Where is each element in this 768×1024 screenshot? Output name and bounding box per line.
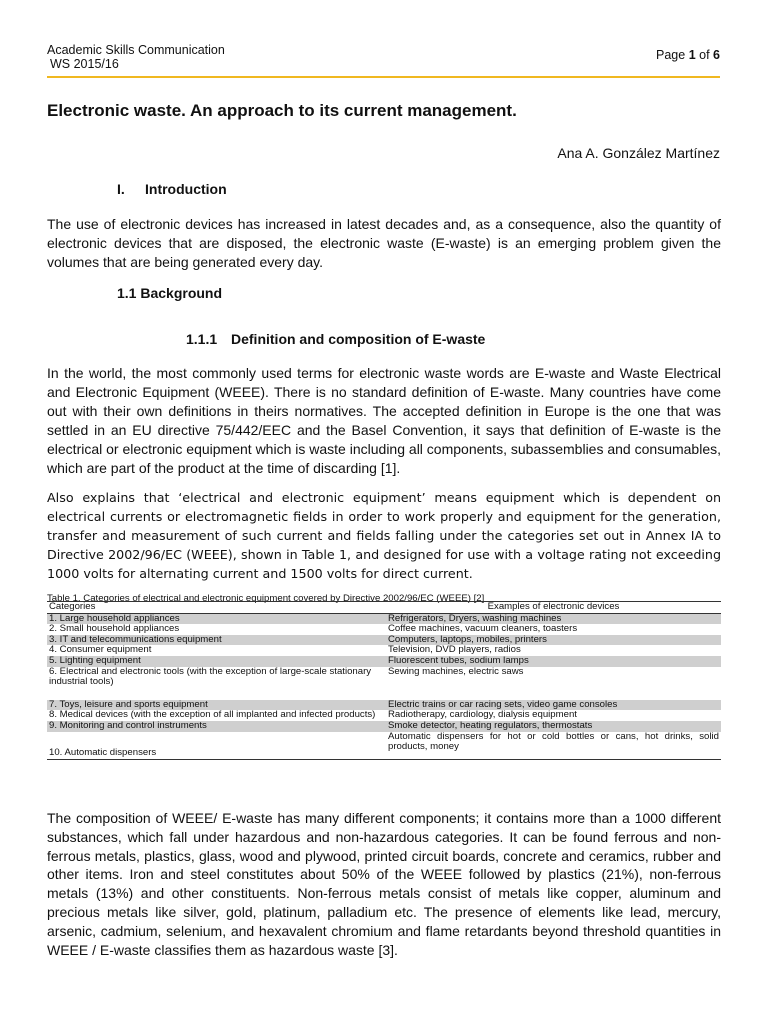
header-term: WS 2015/16 (50, 57, 119, 71)
table-caption: Table 1. Categories of electrical and electronic equipment covered by Directive 2002/96/EC (WEEE) [2] (47, 593, 485, 604)
subsubsection-title: Definition and composition of E-waste (231, 331, 486, 347)
subsection-heading: 1.1 Background (117, 285, 223, 301)
table-header-categories: Categories (47, 602, 386, 614)
examples-cell: Computers, laptops, mobiles, printers (386, 635, 721, 646)
examples-cell: Smoke detector, heating regulators, thermostats (386, 721, 721, 732)
author: Ana A. González Martínez (557, 145, 720, 161)
table-row (47, 721, 721, 732)
page-total: 6 (713, 48, 720, 62)
subsubsection-number: 1.1.1 (186, 331, 218, 347)
category-cell: 5. Lighting equipment (47, 656, 386, 667)
category-cell: 7. Toys, leisure and sports equipment (47, 700, 386, 711)
section-title: Introduction (145, 181, 227, 197)
examples-cell: Radiotherapy, cardiology, dialysis equipment (388, 709, 577, 721)
page-of: of (699, 48, 710, 62)
examples-cell: Refrigerators, Dryers, washing machines (386, 613, 721, 624)
examples-cell: Television, DVD players, radios (388, 644, 521, 656)
examples-cell: Fluorescent tubes, sodium lamps (386, 656, 721, 667)
category-cell: 4. Consumer equipment (49, 644, 152, 656)
table-row (47, 645, 721, 656)
composition-paragraph: The composition of WEEE/ E-waste has many different components; it contains more than a 1000 different substances, which fall under hazardous and non-hazardous categories. It can be found ferrous and non-ferrous metals, plastics, glass, wood and plywood, printed circuit boards, concrete and ceramics, rubber and other items. Iron and steel constitutes about 50% of the WEEE followed by plastics (21%), non-ferrous metals (13%) and other constituents. Non-ferrous metals consist of metals like copper, aluminum and precious metals like silver, gold, platinum, palladium etc. The presence of elements like lead, mercury, arsenic, cadmium, selenium, and hexavalent chromium and flame retardants beyond threshold quantities in WEEE / E-waste classifies them as hazardous waste [3]. (47, 810, 721, 958)
intro-paragraph: The use of electronic devices has increased in latest decades and, as a consequence, also the quantity of electronic devices that are disposed, the electronic waste (E-waste) is an emerging problem given the volumes that are being generated every day. (47, 216, 721, 270)
examples-cell: Electric trains or car racing sets, video game consoles (386, 700, 721, 711)
table-row (47, 656, 721, 667)
table-row (47, 732, 721, 760)
definition-paragraph: In the world, the most commonly used terms for electronic waste words are E-waste and Waste Electrical and Electronic Equipment (WEEE). There is no standard definition of E-waste. Many countries have come out with their own definitions in theirs normatives. The accepted definition in Europe is the one that was settled in an EU directive 75/442/EEC and the Basel Convention, it says that definition of E-waste is the electrical or electronic equipment which is waste including all components, subassemblies and consumables, which are part of the product at the time of discarding [1]. (47, 365, 721, 476)
header-course: Academic Skills Communication (47, 43, 225, 57)
page-current: 1 (688, 48, 696, 62)
section-number: I. (117, 181, 125, 197)
category-cell: 3. IT and telecommunications equipment (47, 635, 386, 646)
examples-cell: Sewing machines, electric saws (388, 665, 524, 677)
table-row (47, 667, 721, 700)
document-title: Electronic waste. An approach to its current management. (47, 101, 517, 120)
page-indicator (656, 48, 720, 62)
header-rule (47, 76, 720, 78)
category-cell: 6. Electrical and electronic tools (with the exception of large-scale stationary industrial tools) (49, 665, 372, 688)
category-cell: 9. Monitoring and control instruments (47, 721, 386, 732)
eee-paragraph: Also explains that ‘electrical and electronic equipment’ means equipment which is dependent on electrical currents or electromagnetic fields in order to work properly and equipment for the generation, transfer and measurement of such current and fields falling under the categories set out in Annex IA to Directive 2002/96/EC (WEEE), shown in Table 1, and designed for use with a voltage rating not exceeding 1000 volts for alternating current and 1500 volts for direct current. (47, 490, 721, 581)
category-cell: 2. Small household appliances (49, 623, 180, 635)
examples-cell: Coffee machines, vacuum cleaners, toasters (388, 623, 578, 635)
category-cell: 10. Automatic dispensers (49, 747, 157, 759)
table-header-examples: Examples of electronic devices (386, 602, 721, 614)
category-cell: 8. Medical devices (with the exception of all implanted and infected products) (49, 709, 376, 721)
category-cell: 1. Large household appliances (47, 613, 386, 624)
categories-table (47, 601, 721, 760)
page-label: Page (656, 48, 686, 62)
examples-cell: Automatic dispensers for hot or cold bottles or cans, hot drinks, solid products, money (388, 730, 719, 753)
